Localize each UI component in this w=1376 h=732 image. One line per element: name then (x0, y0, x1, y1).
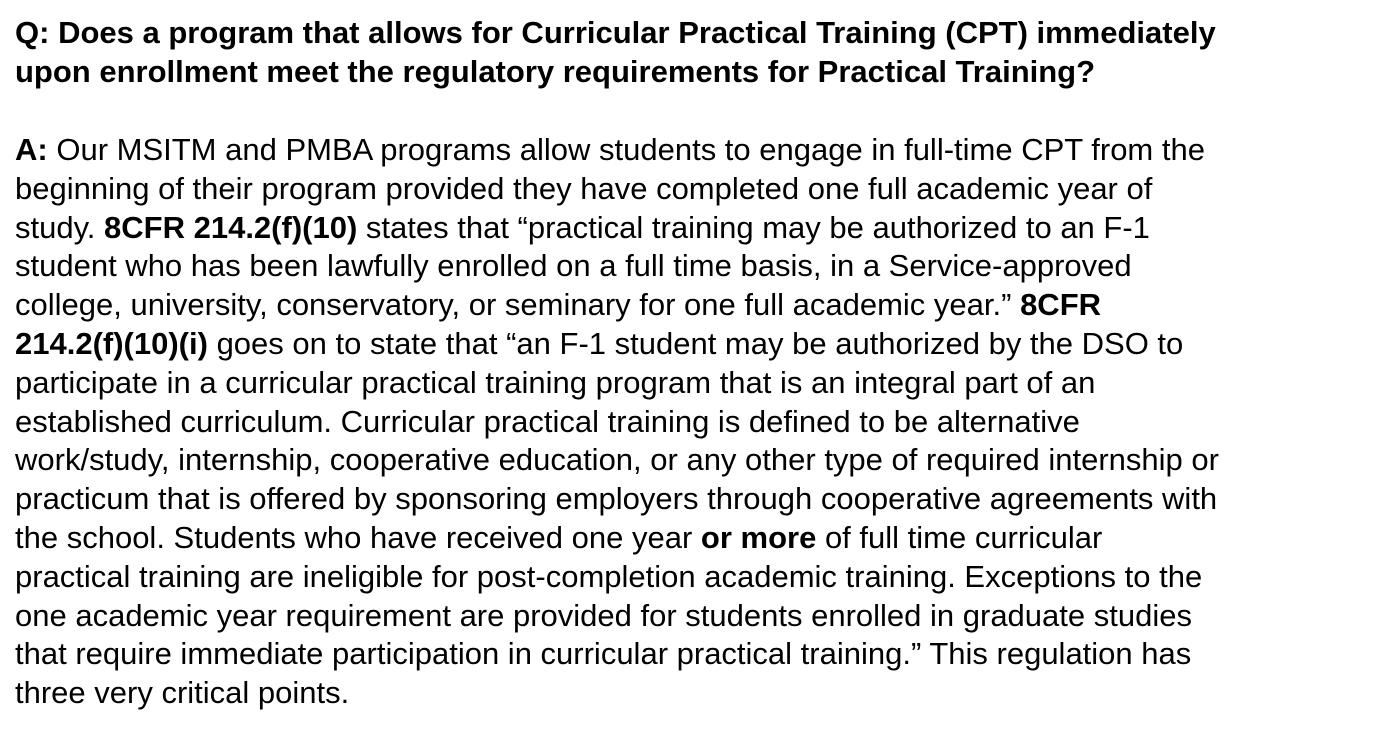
answer-line-5 (15, 286, 1365, 325)
question-paragraph (15, 14, 1365, 91)
document-body (15, 14, 1365, 713)
answer-text: the school. Students who have received one year (15, 519, 693, 555)
emphasis-text: or more (700, 519, 817, 555)
answer-line-1 (15, 131, 1365, 170)
answer-text: of full time curricular (824, 519, 1103, 555)
answer-line-3 (15, 209, 1365, 248)
answer-line-7: participate in a curricular practical training program that is an integral part of an (15, 364, 1096, 400)
answer-label: A: (15, 132, 48, 167)
regulation-citation: 214.2(f)(10)(i) (15, 325, 208, 361)
answer-line-15: three very critical points. (15, 675, 350, 711)
answer-line-2: beginning of their program provided they have completed one full academic year of (15, 170, 1153, 206)
question-label: Q: (15, 15, 50, 50)
answer-line-9: work/study, internship, cooperative education, or any other type of required internship or (15, 442, 1219, 478)
regulation-citation: 8CFR (1020, 287, 1102, 323)
answer-line-6 (15, 325, 1365, 364)
answer-text: states that “practical training may be authorized to an F-1 (365, 209, 1150, 245)
answer-line-13: one academic year requirement are provided for students enrolled in graduate studies (15, 597, 1192, 633)
answer-text: Our MSITM and PMBA programs allow students to engage in full-time CPT from the (56, 132, 1205, 167)
answer-line-11 (15, 519, 1365, 558)
question-line-1 (15, 14, 1365, 53)
answer-text: college, university, conservatory, or seminary for one full academic year.” (15, 287, 1012, 323)
question-line-2: upon enrollment meet the regulatory requirements for Practical Training? (15, 53, 1096, 89)
answer-paragraph (15, 131, 1365, 713)
answer-text: study. (15, 209, 96, 245)
answer-line-12: practical training are ineligible for post-completion academic training. Exceptions to the (15, 558, 1203, 594)
question-text: Does a program that allows for Curricular Practical Training (CPT) immediately (58, 15, 1216, 50)
answer-line-14: that require immediate participation in curricular practical training.” This regulation has (15, 636, 1192, 672)
regulation-citation: 8CFR 214.2(f)(10) (104, 209, 358, 245)
answer-text: goes on to state that “an F-1 student may be authorized by the DSO to (216, 325, 1184, 361)
answer-line-4: student who has been lawfully enrolled on a full time basis, in a Service-approved (15, 248, 1132, 284)
answer-line-8: established curriculum. Curricular practical training is defined to be alternative (15, 403, 1080, 439)
answer-line-10: practicum that is offered by sponsoring employers through cooperative agreements with (15, 481, 1218, 517)
